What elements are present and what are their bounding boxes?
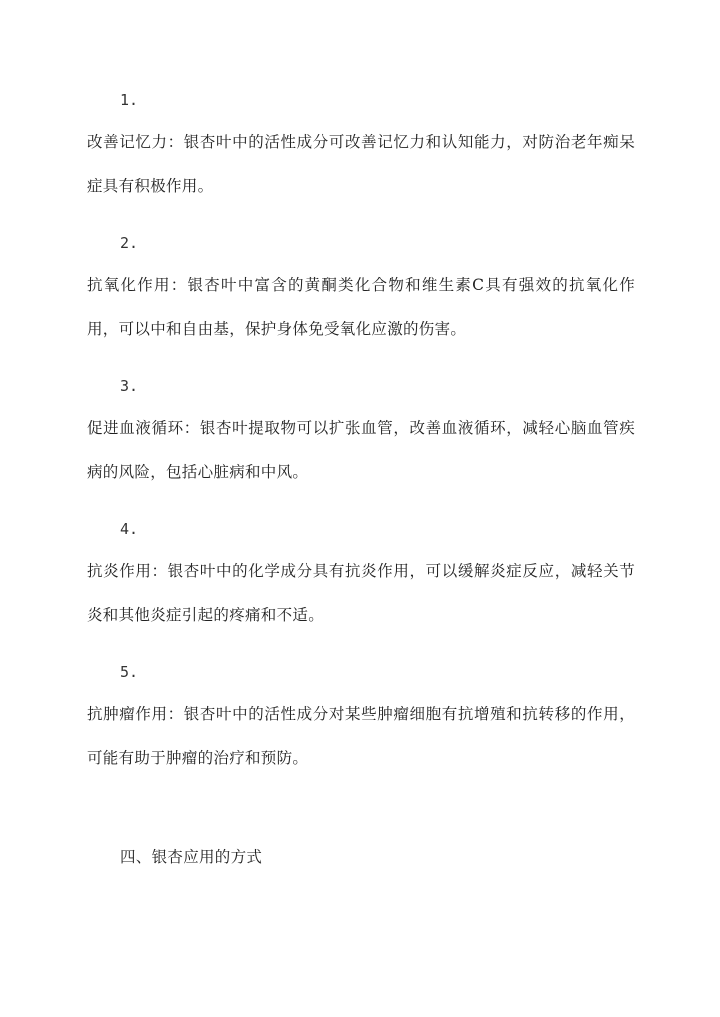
item-2-text: 抗氧化作用：银杏叶中富含的黄酮类化合物和维生素C具有强效的抗氧化作用，可以中和自由基，保护身体免受氧化应激的伤害。: [87, 276, 635, 338]
item-1-text: 改善记忆力：银杏叶中的活性成分可改善记忆力和认知能力，对防治老年痴呆症具有积极作用。: [87, 133, 635, 195]
item-5-text: 抗肿瘤作用：银杏叶中的活性成分对某些肿瘤细胞有抗增殖和抗转移的作用，可能有助于肿瘤的治疗和预防。: [87, 705, 635, 767]
item-4-text: 抗炎作用：银杏叶中的化学成分具有抗炎作用，可以缓解炎症反应，减轻关节炎和其他炎症引起的疼痛和不适。: [87, 562, 635, 624]
item-1-number: 1.: [120, 91, 139, 109]
item-4-number: 4.: [120, 520, 139, 538]
section-heading: 四、银杏应用的方式: [120, 848, 263, 866]
item-3-text: 促进血液循环：银杏叶提取物可以扩张血管，改善血液循环，减轻心脑血管疾病的风险，包括心脏病和中风。: [87, 419, 635, 481]
item-3-number: 3.: [120, 377, 139, 395]
item-2-number: 2.: [120, 234, 139, 252]
item-5-number: 5.: [120, 663, 139, 681]
